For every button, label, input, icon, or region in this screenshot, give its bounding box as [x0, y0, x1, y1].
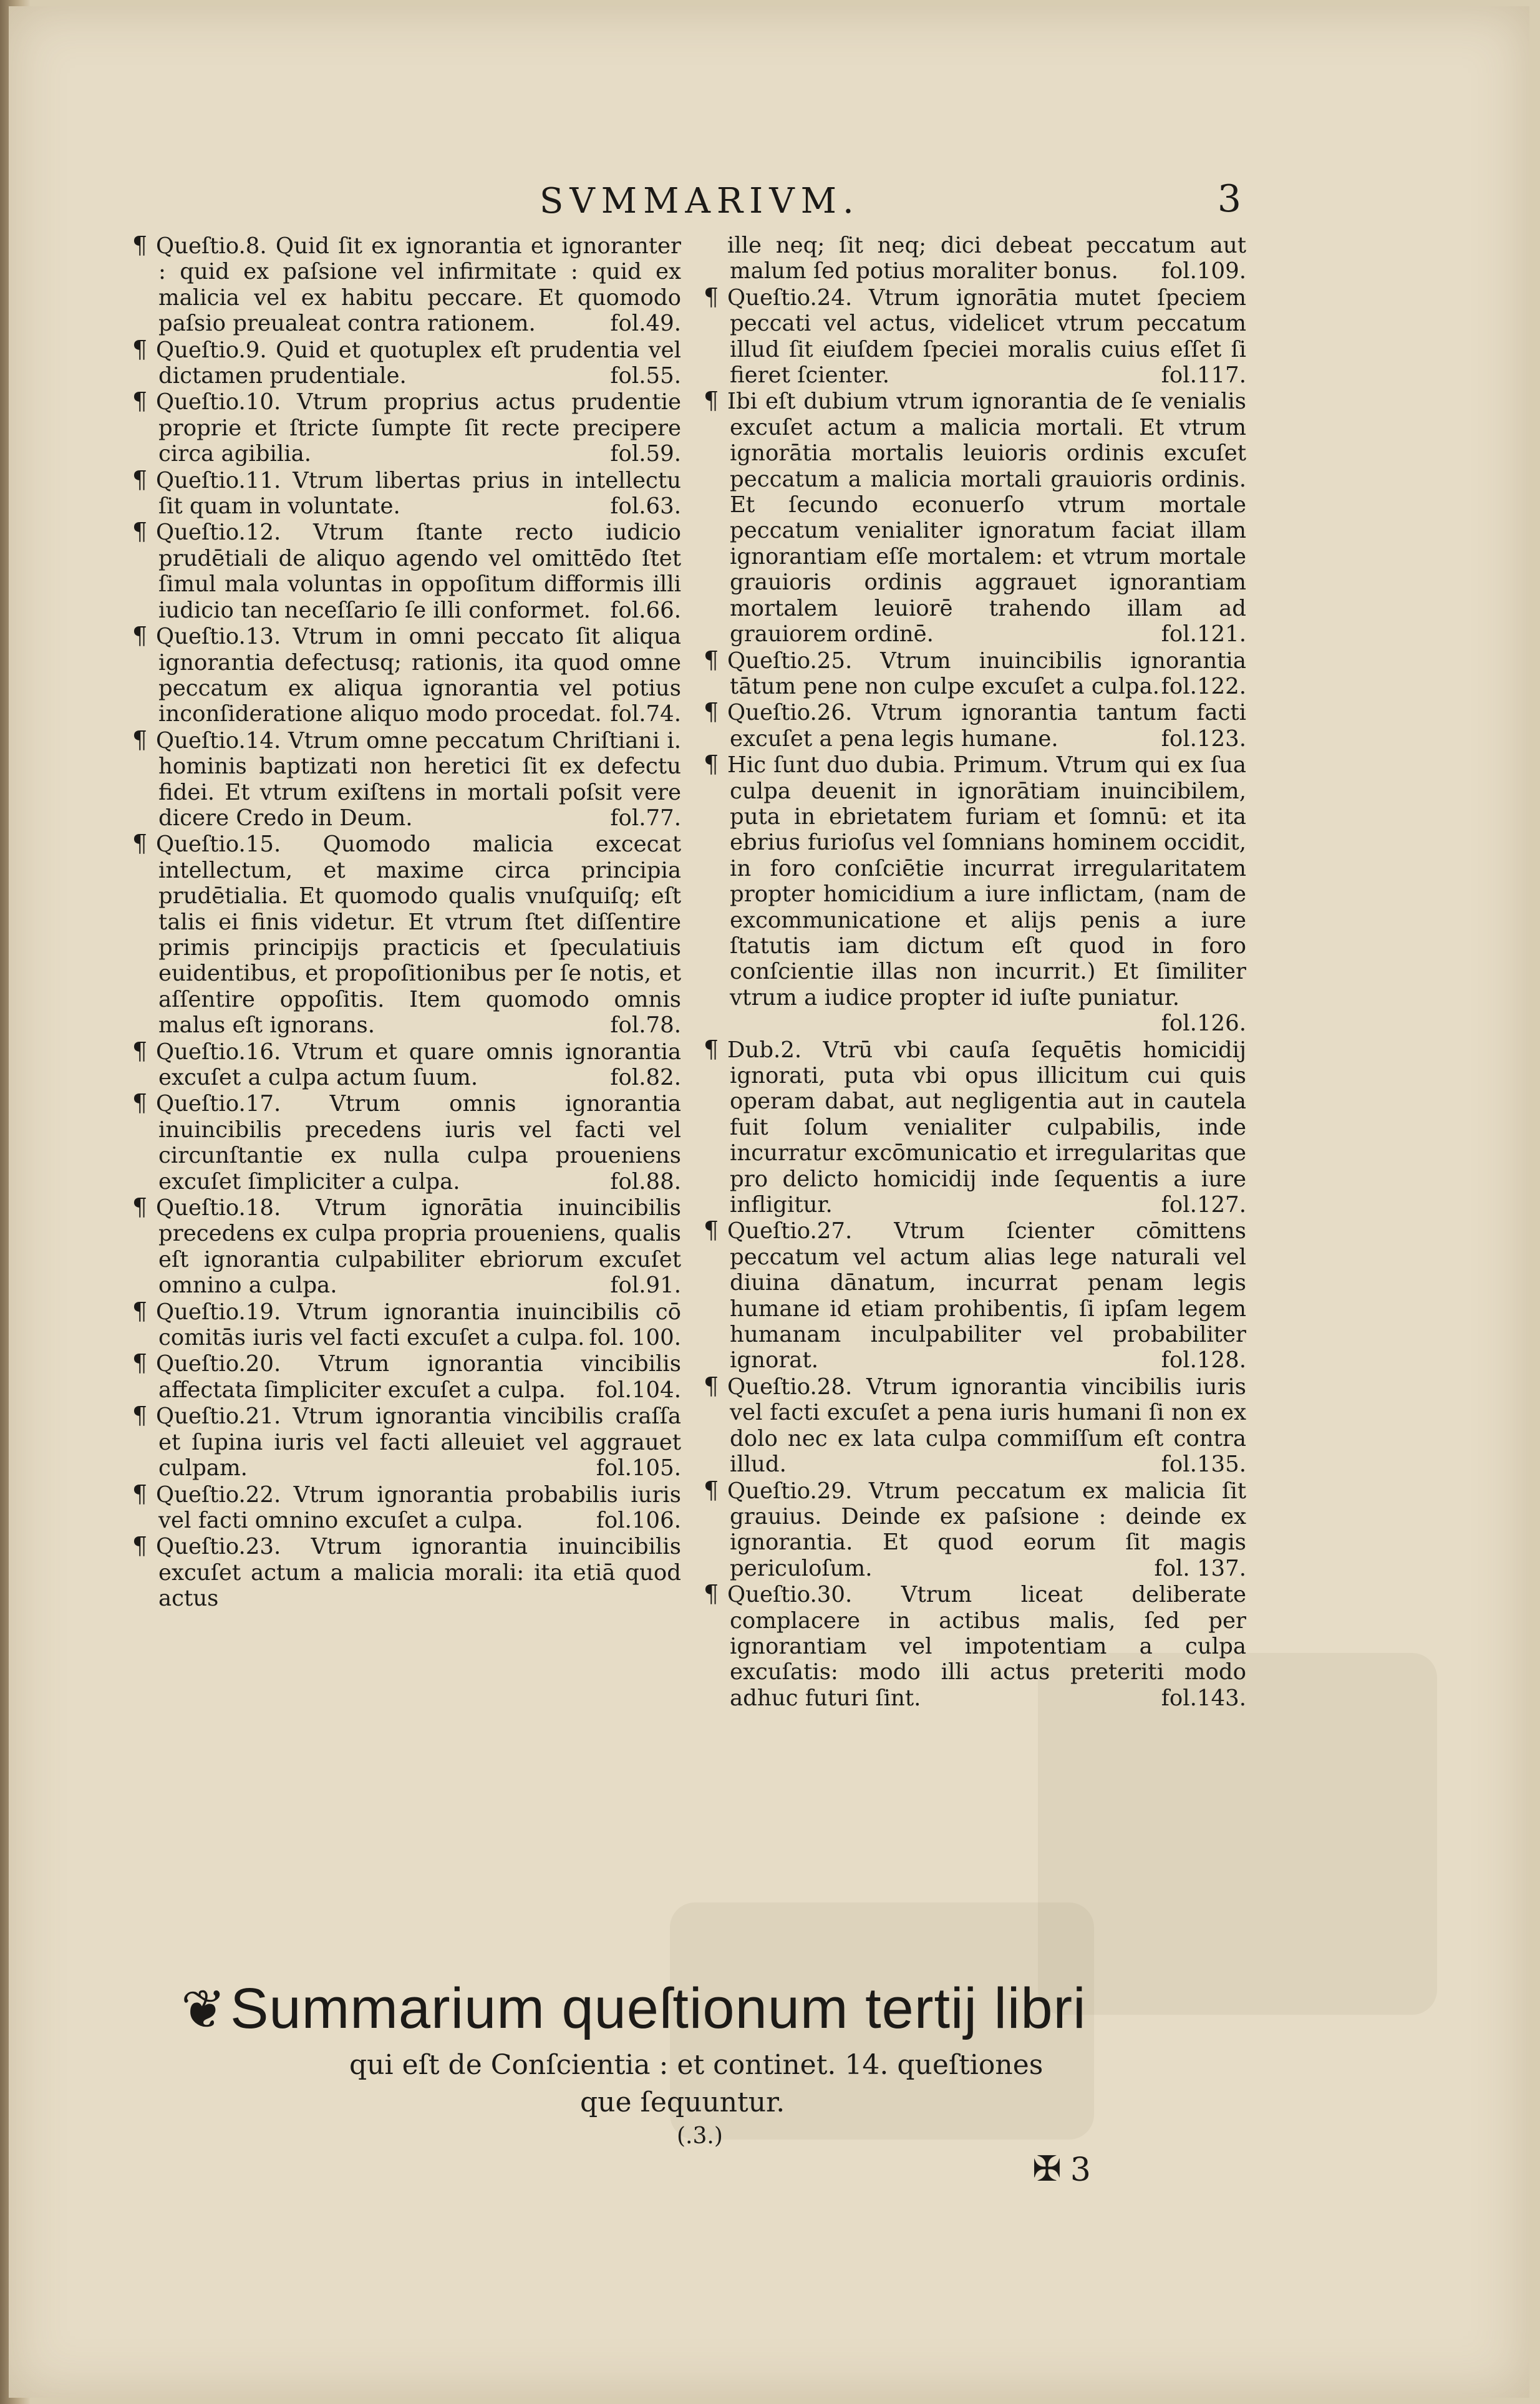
paragraph-mark-icon: ¶: [132, 465, 148, 493]
folio-reference: fol.106.: [596, 1507, 681, 1533]
summary-entry: [132, 1195, 681, 1299]
summary-entry: [704, 1478, 1246, 1582]
paragraph-mark-icon: ¶: [704, 1216, 719, 1244]
entry-text: Queſtio.13. Vtrum in omni peccato ſit aliqua ignorantia defectusq; rationis, ita quod omne peccatum ex aliqua ignorantia vel potius inconſideratione aliquo modo procedat.: [156, 624, 681, 727]
entry-text: Dub.2. Vtrū vbi cauſa ſequētis homicidij ignorati, puta vbi opus illicitum cui quis operam dabat, aut negligentia aut in cautela fuit ſolum venialiter culpabilis, inde incurratur excōmunicatio et irregularitas que pro delicto homicidij inde ſequentis a iure infligitur.: [727, 1037, 1246, 1218]
entry-text: Ibi eſt dubium vtrum ignorantia de ſe venialis excuſet actum a malicia mortali. Et vtrum ignorātia mortalis leuioris ordinis excuſet peccatum a malicia mortali grauioris ordinis. Et ſecundo econuerſo vtrum mortale peccatum venialiter ignoratum faciat illam ignorantiam eſſe mortalem: et vtrum mortale grauioris ordinis aggrauet ignorantiam mortalem leuiorē trahendo illam ad grauiorem ordinē.: [727, 389, 1246, 647]
section-title: Summarium queſtionum tertij libri: [230, 1977, 1087, 2040]
summary-entry: [704, 699, 1246, 752]
entry-text: Queſtio.24. Vtrum ignorātia mutet ſpeciem peccati vel actus, videlicet vtrum peccatum illud ſit eiuſdem ſpeciei moralis cuius eſſet ſi fieret ſcienter.: [727, 284, 1246, 389]
paragraph-mark-icon: ¶: [132, 1089, 148, 1117]
paragraph-mark-icon: ¶: [704, 698, 719, 726]
folio-reference: fol.128.: [1161, 1347, 1246, 1374]
folio-reference: fol.77.: [610, 805, 681, 831]
folio-reference: fol.109.: [1161, 258, 1246, 284]
entry-text: Queſtio.28. Vtrum ignorantia vincibilis iuris vel facti excuſet a pena iuris humani ſi non ex dolo nec ex lata culpa commiſſum eſt contra illud.: [727, 1374, 1246, 1478]
summary-entry: [132, 727, 681, 831]
paragraph-mark-icon: ¶: [704, 1035, 719, 1063]
summary-entry: [704, 1374, 1246, 1478]
entry-text: ille neq; ſit neq; dici debeat peccatum aut malum ſed potius moraliter bonus.: [727, 233, 1246, 284]
summary-entry: [132, 831, 681, 1038]
entry-text: Queſtio.21. Vtrum ignorantia vincibilis craſſa et ſupina iuris vel facti alleuiet vel aggrauet culpam.: [156, 1403, 681, 1481]
entry-text: Queſtio.23. Vtrum ignorantia inuincibilis excuſet actum a malicia morali: ita etiā quod actus: [156, 1534, 681, 1612]
summary-entry: [704, 284, 1246, 389]
paragraph-mark-icon: ¶: [704, 1580, 719, 1608]
section-heading: [181, 1976, 1179, 2042]
paragraph-mark-icon: ¶: [704, 1476, 719, 1504]
paragraph-mark-icon: ¶: [132, 1402, 148, 1430]
paragraph-mark-icon: ¶: [132, 335, 148, 363]
fleuron-icon: ❦: [181, 1980, 227, 2040]
signature-number: 3: [1070, 2151, 1092, 2189]
summary-entry: [704, 1581, 1246, 1711]
folio-reference: fol.122.: [1161, 673, 1246, 699]
paragraph-mark-icon: ¶: [132, 1480, 148, 1508]
paragraph-mark-icon: ¶: [132, 1297, 148, 1325]
summary-entry: [132, 233, 681, 337]
section-subtitle-cont: que ſequuntur.: [580, 2087, 785, 2118]
folio-reference: fol.121.: [1161, 621, 1246, 647]
entry-text: Queſtio.29. Vtrum peccatum ex malicia ſit grauius. Deinde ex paſsione : deinde ex ignorantia. Et quod eorum ſit magis periculoſum.: [727, 1478, 1246, 1581]
folio-reference: fol.123.: [1161, 725, 1246, 752]
entry-text: Queſtio.10. Vtrum proprius actus prudentie proprie et ſtricte ſumpte ſit recte precipere circa agibilia.: [156, 389, 681, 467]
summary-entry: [132, 623, 681, 727]
section-subtitle: qui eſt de Conſcientia : et continet. 14. queſtiones: [349, 2049, 1044, 2081]
entry-text: Queſtio.12. Vtrum ſtante recto iudicio prudētiali de aliquo agendo vel omittēdo ſtet ſimul mala voluntas in oppoſitum difformis illi iudicio tan neceſſario ſe illi conformet.: [156, 520, 681, 623]
running-title: SVMMARIVM.: [540, 181, 860, 221]
summary-entry: [132, 1481, 681, 1534]
folio-reference: fol.66.: [610, 597, 681, 623]
summary-entry: [132, 1039, 681, 1091]
paragraph-mark-icon: ¶: [704, 1372, 719, 1400]
folio-reference: fol. 100.: [589, 1325, 681, 1351]
entry-text: Hic ſunt duo dubia. Primum. Vtrum qui ex ſua culpa deuenit in ignorātiam inuincibilem, puta in ebrietatem furiam et ſomnū: et ita ebrius furioſus vel ſomnians hominem occidit, in foro conſciētie incurrat irregularitatem propter homicidium a iure inflictam, (nam de excommunicatione et alijs penis a iure ſtatutis iam dictum eſt quod in foro conſcientie illas non incurrit.) Et ſimiliter vtrum a iudice propter id iuſte puniatur.: [727, 752, 1246, 1011]
paragraph-mark-icon: ¶: [132, 387, 148, 415]
paragraph-mark-icon: ¶: [132, 1349, 148, 1377]
paragraph-mark-icon: ¶: [132, 830, 148, 858]
folio-reference: fol.63.: [610, 493, 681, 520]
entry-text: Queſtio.30. Vtrum liceat deliberate complacere in actibus malis, ſed per ignorantiam vel impotentiam a culpa excuſatis: modo illi actus preteriti modo adhuc futuri ſint.: [727, 1582, 1246, 1711]
folio-reference: fol.105.: [596, 1455, 681, 1481]
folio-reference: fol.127.: [1161, 1192, 1246, 1218]
left-column: [132, 233, 681, 1612]
summary-entry: [132, 337, 681, 389]
section-note: (.3.): [677, 2123, 723, 2149]
paragraph-mark-icon: ¶: [132, 518, 148, 546]
paragraph-mark-icon: ¶: [132, 622, 148, 650]
summary-entry: [132, 519, 681, 623]
cross-icon: ✠: [1032, 2149, 1062, 2189]
entry-text: Queſtio.25. Vtrum inuincibilis ignorantia tātum pene non culpe excuſet a culpa.: [727, 647, 1246, 699]
entry-text: Queſtio.14. Vtrum omne peccatum Chriſtiani i. hominis baptizati non heretici ſit ex defectu fidei. Et vtrum exiſtens in mortali poſsit vere dicere Credo in Deum.: [156, 727, 681, 831]
summary-entry: [132, 1533, 681, 1611]
folio-reference: fol.117.: [1161, 362, 1246, 389]
paragraph-mark-icon: ¶: [132, 1037, 148, 1065]
entry-text: Queſtio.27. Vtrum ſcienter cōmittens peccatum vel actum alias lege naturali vel diuina dānatum, incurrat penam legis humane id etiam prohibentis, ſi ipſam legem humanam inculpabiliter vel probabiliter ignorat.: [727, 1218, 1246, 1374]
paragraph-mark-icon: ¶: [132, 1532, 148, 1560]
entry-text: Queſtio.9. Quid et quotuplex eſt prudentia vel dictamen prudentiale.: [156, 337, 681, 389]
entry-text: Queſtio.18. Vtrum ignorātia inuincibilis precedens ex culpa propria proueniens, qualis eſt ignorantia culpabiliter ebriorum excuſet omnino a culpa.: [156, 1195, 681, 1299]
summary-entry: [704, 388, 1246, 647]
entry-text: Queſtio.11. Vtrum libertas prius in intellectu ſit quam in voluntate.: [156, 467, 681, 520]
entry-text: Queſtio.17. Vtrum omnis ignorantia inuincibilis precedens iuris vel facti vel circunſtantie ex nulla culpa proueniens excuſet ſimpliciter a culpa.: [156, 1091, 681, 1195]
folio-reference: fol.104.: [596, 1377, 681, 1403]
folio-reference: fol.78.: [610, 1012, 681, 1039]
folio-reference: fol.49.: [610, 311, 681, 337]
paragraph-mark-icon: ¶: [704, 387, 719, 415]
entry-text: Queſtio.20. Vtrum ignorantia vincibilis affectata ſimpliciter excuſet a culpa.: [156, 1351, 681, 1403]
entry-text: Queſtio.26. Vtrum ignorantia tantum facti excuſet a pena legis humane.: [727, 700, 1246, 752]
summary-entry: [704, 752, 1246, 1036]
paragraph-mark-icon: ¶: [132, 231, 148, 259]
entry-text: Queſtio.15. Quomodo malicia excecat intellectum, et maxime circa principia prudētialia. Et quomodo qualis vnuſquiſq; eſt talis ei finis videtur. Et vtrum ſtet diſſentire primis principijs practicis et ſpeculatiuis euidentibus, et propoſitionibus per ſe notis, et aſſentire oppoſitis. Item quomodo omnis malus eſt ignorans.: [156, 831, 681, 1039]
signature-mark: [1032, 2149, 1091, 2189]
running-head: [150, 177, 1241, 225]
paragraph-mark-icon: ¶: [704, 750, 719, 778]
summary-entry: [132, 1090, 681, 1195]
entry-text: Queſtio.8. Quid ſit ex ignorantia et ignoranter : quid ex paſsione vel infirmitate : quid ex malicia vel ex habitu peccare. Et quomodo paſsio preualeat contra rationem.: [156, 233, 681, 337]
paragraph-mark-icon: ¶: [132, 725, 148, 754]
summary-entry: [704, 1037, 1246, 1218]
folio-reference: fol.126.: [1161, 1011, 1246, 1037]
summary-entry: [704, 647, 1246, 700]
summary-entry: [132, 1350, 681, 1403]
entry-text: Queſtio.22. Vtrum ignorantia probabilis iuris vel facti omnino excuſet a culpa.: [156, 1481, 681, 1533]
folio-reference: fol.88.: [610, 1168, 681, 1195]
summary-entry: [704, 1218, 1246, 1373]
folio-reference: fol.74.: [610, 701, 681, 727]
folio-reference: fol.91.: [610, 1272, 681, 1299]
folio-reference: fol.55.: [610, 363, 681, 389]
summary-entry: [132, 1299, 681, 1351]
entry-text: Queſtio.16. Vtrum et quare omnis ignorantia excuſet a culpa actum ſuum.: [156, 1039, 681, 1090]
summary-entry: [132, 1403, 681, 1481]
summary-entry: [132, 467, 681, 520]
folio-reference: fol.135.: [1161, 1452, 1246, 1478]
page-number: 3: [1217, 177, 1241, 221]
paragraph-mark-icon: ¶: [132, 1193, 148, 1221]
folio-reference: fol.82.: [610, 1065, 681, 1090]
folio-reference: fol.59.: [610, 441, 681, 467]
right-column: [704, 233, 1246, 1711]
paragraph-mark-icon: ¶: [704, 646, 719, 674]
folio-reference: fol. 137.: [1154, 1555, 1246, 1581]
summary-entry: [704, 233, 1246, 284]
summary-entry: [132, 389, 681, 467]
entry-text: Queſtio.19. Vtrum ignorantia inuincibilis cō comitās iuris vel facti excuſet a culpa.: [156, 1299, 681, 1351]
folio-reference: fol.143.: [1161, 1685, 1246, 1711]
paragraph-mark-icon: ¶: [704, 283, 719, 311]
